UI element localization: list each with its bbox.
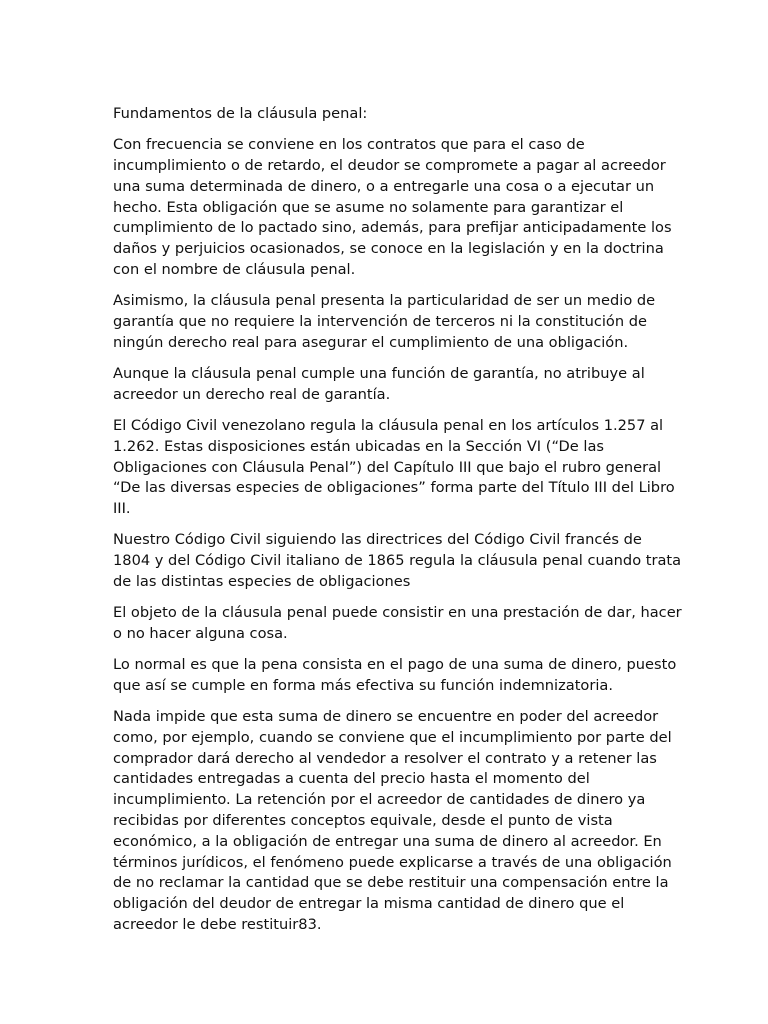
- document-page: [113, 104, 683, 946]
- document-heading: Fundamentos de la cláusula penal:: [113, 105, 368, 122]
- paragraph-4: El Código Civil venezolano regula la cláusula penal en los artículos 1.257 al 1.262. Estas disposiciones están ubicadas en la Sección VI (“De las Obligaciones con Cláusula Penal”) del Capítulo III que bajo el rubro general “De las diversas especies de obligaciones” forma parte del Título III del Libro III.: [113, 416, 675, 518]
- paragraph-3: Aunque la cláusula penal cumple una función de garantía, no atribuye al acreedor un derecho real de garantía.: [113, 364, 645, 403]
- paragraph-8: Nada impide que esta suma de dinero se encuentre en poder del acreedor como, por ejemplo, cuando se conviene que el incumplimiento por parte del comprador dará derecho al vendedor a resolver el contrato y a retener las cantidades entregadas a cuenta del precio hasta el momento del incumplimiento. La retención por el acreedor de cantidades de dinero ya recibidas por diferentes conceptos equivale, desde el punto de vista económico, a la obligación de entregar una suma de dinero al acreedor. En términos jurídicos, el fenómeno puede explicarse a través de una obligación de no reclamar la cantidad que se debe restituir una compensación entre la obligación del deudor de entregar la misma cantidad de dinero que el acreedor le debe restituir83.: [113, 708, 672, 934]
- paragraph-7: Lo normal es que la pena consista en el pago de una suma de dinero, puesto que así se cumple en forma más efectiva su función indemnizatoria.: [113, 656, 677, 694]
- paragraph-2: Asimismo, la cláusula penal presenta la particularidad de ser un medio de garantía que no requiere la intervención de terceros ni la constitución de ningún derecho real para asegurar el cumplimiento de una obligación.: [113, 292, 656, 351]
- paragraph-5: Nuestro Código Civil siguiendo las directrices del Código Civil francés de 1804 y del Código Civil italiano de 1865 regula la cláusula penal cuando trata de las distintas especies de obligaciones: [113, 531, 682, 590]
- paragraph-1: Con frecuencia se conviene en los contratos que para el caso de incumplimiento o de retardo, el deudor se compromete a pagar al acreedor una suma determinada de dinero, o a entregarle una cosa o a ejecutar un hecho. Esta obligación que se asume no solamente para garantizar el cumplimiento de lo pactado sino, además, para prefijar anticipadamente los daños y perjuicios ocasionados, se conoce en la legislación y en la doctrina con el nombre de cláusula penal.: [113, 136, 672, 278]
- paragraph-6: El objeto de la cláusula penal puede consistir en una prestación de dar, hacer o no hacer alguna cosa.: [113, 604, 682, 642]
